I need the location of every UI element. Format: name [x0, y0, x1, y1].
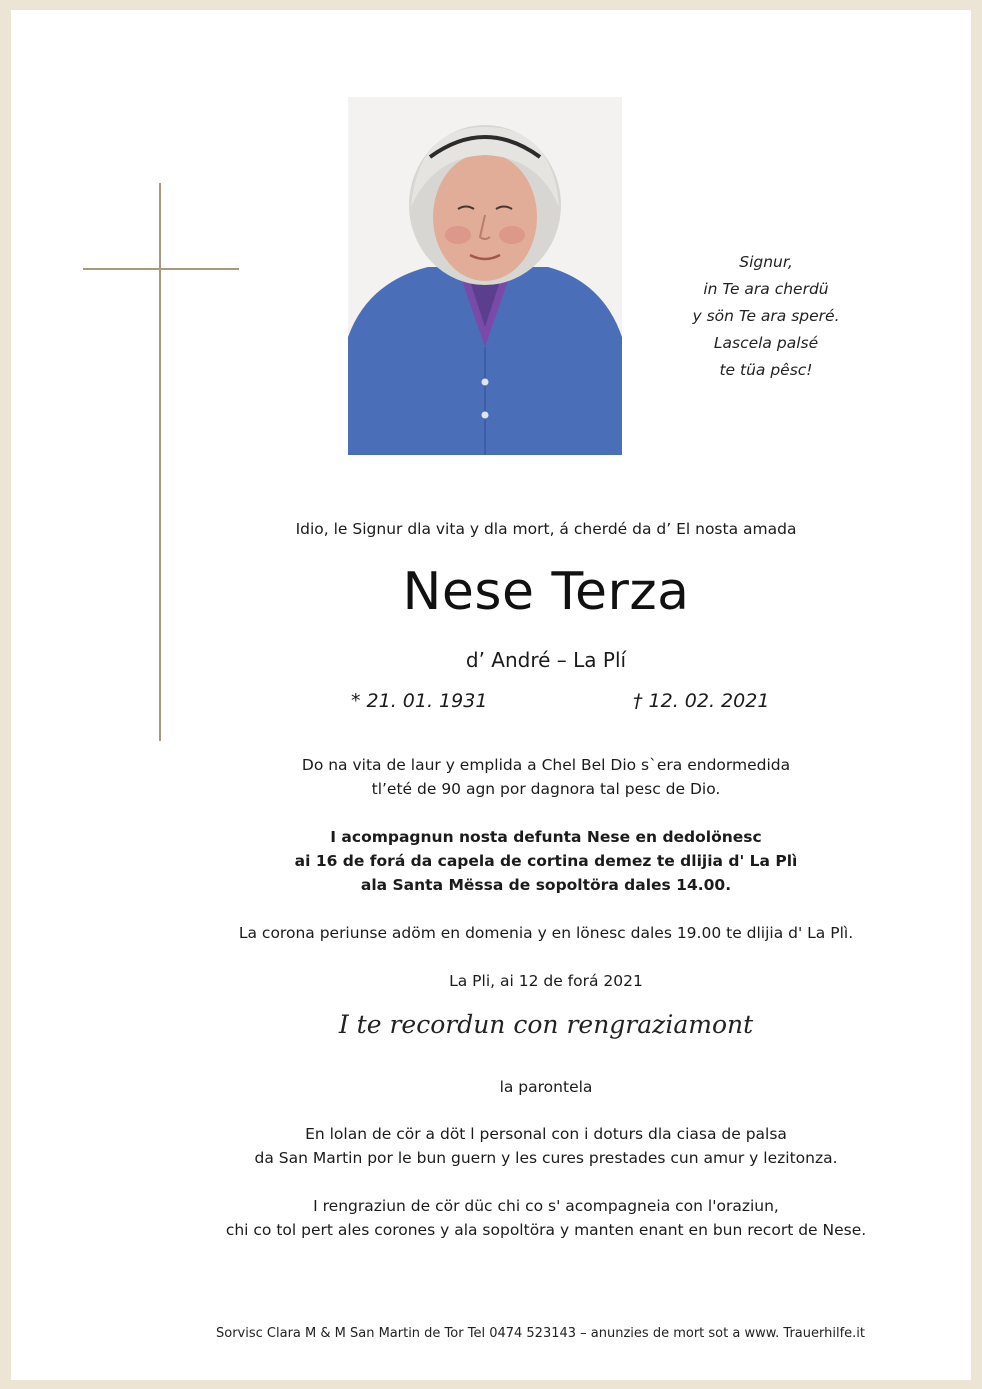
funeral-paragraph: [151, 825, 941, 897]
remembrance-line: I te recordun con rengraziamont: [338, 1010, 754, 1039]
death-date: † 12. 02. 2021: [633, 690, 770, 712]
thanks-line: da San Martin por le bun guern y les cures prestades cun amur y lezitonza.: [254, 1149, 838, 1167]
prayer-line: Signur,: [739, 253, 793, 271]
obituary-card: [11, 10, 971, 1380]
family-origin: d’ André – La Plí: [465, 648, 627, 672]
thanks-line: I rengraziun de cör düc chi co s' acompagneia con l'oraziun,: [313, 1197, 779, 1215]
intro-text: Idio, le Signur dla vita y dla mort, á cherdé da d’ El nosta amada: [295, 520, 797, 538]
footer-service-info: Sorvisc Clara M & M San Martin de Tor Tel 0474 523143 – anunzies de mort sot a www. Trauerhilfe.it: [216, 1326, 865, 1341]
place-date: La Pli, ai 12 de forá 2021: [449, 972, 643, 990]
funeral-line: ala Santa Mëssa de sopoltöra dales 14.00.: [360, 876, 732, 894]
deceased-name: Nese Terza: [402, 562, 690, 622]
thanks-all-paragraph: [151, 1194, 941, 1242]
funeral-line: ai 16 de forá da capela de cortina demez te dlijia d' La Plì: [294, 852, 798, 870]
prayer-verse: [671, 249, 861, 384]
life-paragraph: [151, 753, 941, 801]
life-line: tl’eté de 90 agn por dagnora tal pesc de Dio.: [371, 780, 721, 798]
thanks-line: En lolan de cör a döt l personal con i doturs dla ciasa de palsa: [305, 1125, 787, 1143]
portrait-illustration: [348, 97, 622, 455]
prayer-line: in Te ara cherdü: [703, 280, 829, 298]
prayer-line: y sön Te ara speré.: [692, 307, 840, 325]
cross-icon-horizontal-bar: [83, 268, 239, 270]
thanks-line: chi co tol pert ales corones y ala sopoltöra y manten enant en bun recort de Nese.: [225, 1221, 867, 1239]
prayer-line: te tüa pêsc!: [719, 361, 813, 379]
prayer-line: Lascela palsé: [713, 334, 819, 352]
family-signature: la parontela: [499, 1078, 593, 1096]
rosary-notice: La corona periunse adöm en domenia y en lönesc dales 19.00 te dlijia d' La Plì.: [238, 924, 854, 942]
birth-date: * 21. 01. 1931: [351, 690, 488, 712]
portrait-photo: [348, 97, 622, 455]
funeral-line: I acompagnun nosta defunta Nese en dedolönesc: [330, 828, 762, 846]
thanks-care-paragraph: [151, 1122, 941, 1170]
life-line: Do na vita de laur y emplida a Chel Bel Dio s`era endormedida: [301, 756, 791, 774]
